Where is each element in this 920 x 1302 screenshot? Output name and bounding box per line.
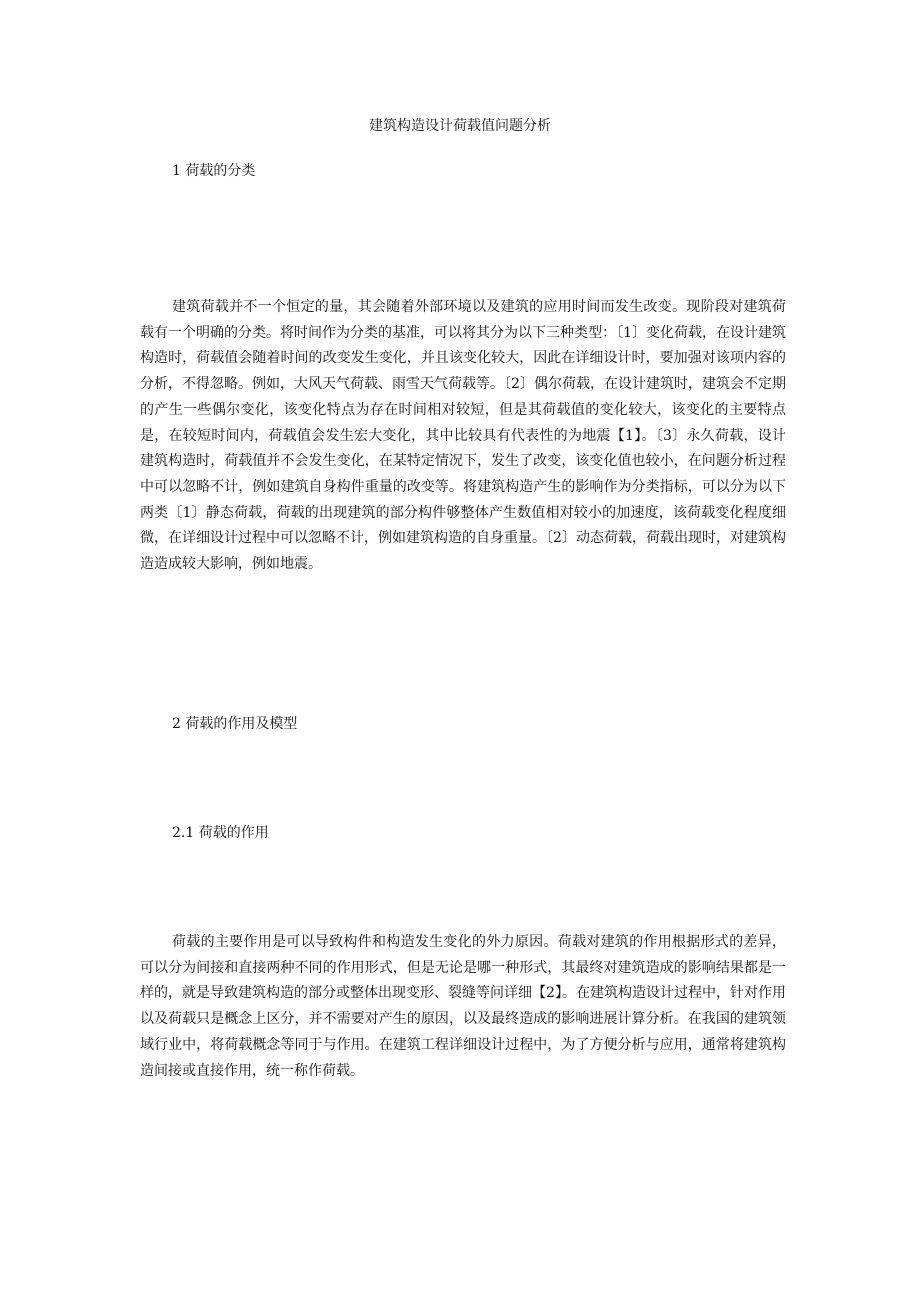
section-heading-1: 1 荷载的分类 [172, 163, 256, 179]
section-heading-2: 2 荷载的作用及模型 [172, 716, 298, 732]
document-title: 建筑构造设计荷载值问题分析 [369, 118, 551, 134]
section-2-1-paragraph: 荷载的主要作用是可以导致构件和构造发生变化的外力原因。荷载对建筑的作用根据形式的差异，可以分为间接和直接两种不同的作用形式，但是无论是哪一种形式，其最终对建筑造成的影响结果都是一样的，就是导致建筑构造的部分或整体出现变形、裂缝等问详细【2】。在建筑构造设计过程中，针对作用以及荷载只是概念上区分，并不需要对产生的原因，以及最终造成的影响进展计算分析。在我国的建筑领域行业中，将荷载概念等同于与作用。在建筑工程详细设计过程中，为了方便分析与应用，通常将建筑构造间接或直接作用，统一称作荷载。 [140, 934, 786, 1079]
section-1-paragraph: 建筑荷载并不一个恒定的量，其会随着外部环境以及建筑的应用时间而发生改变。现阶段对建筑荷载有一个明确的分类。将时间作为分类的基准，可以将其分为以下三种类型：〔1〕变化荷载，在设计建筑构造时，荷载值会随着时间的改变发生变化，并且该变化较大，因此在详细设计时，要加强对该项内容的分析，不得忽略。例如，大风天气荷载、雨雪天气荷载等。〔2〕偶尔荷载，在设计建筑时，建筑会不定期的产生一些偶尔变化，该变化特点为存在时间相对较短，但是其荷载值的变化较大，该变化的主要特点是，在较短时间内，荷载值会发生宏大变化，其中比较具有代表性的为地震【1】。〔3〕永久荷载，设计建筑构造时，荷载值并不会发生变化，在某特定情况下，发生了改变，该变化值也较小，在问题分析过程中可以忽略不计，例如建筑自身构件重量的改变等。将建筑构造产生的影响作为分类指标，可以分为以下两类〔1〕静态荷载，荷载的出现建筑的部分构件够整体产生数值相对较小的加速度，该荷载变化程度细微，在详细设计过程中可以忽略不计，例如建筑构造的自身重量。〔2〕动态荷载，荷载出现时，对建筑构造造成较大影响，例如地震。 [140, 299, 786, 573]
section-heading-2-1: 2.1 荷载的作用 [172, 825, 269, 841]
